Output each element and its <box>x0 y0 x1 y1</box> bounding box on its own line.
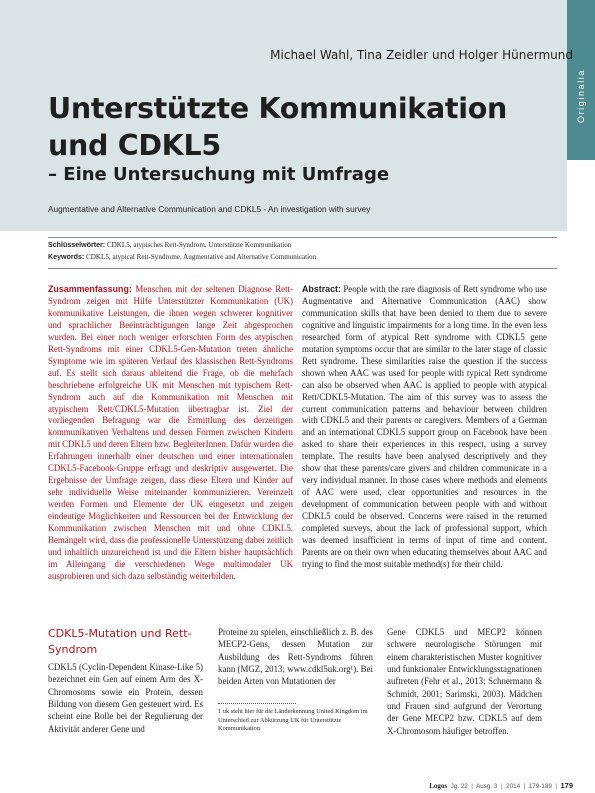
body-column-2: Proteine zu spielen, einschließlich z. B. des MECP2-Gens, dessen Mutation zur Ausbildung des Rett-Syndroms führen kann (MGZ, 2013; www.cdkl5uk.org¹). Bei beiden Arten von Mutationen der <box>218 627 373 687</box>
keywords-english-text: CDKL5, atypical Rett-Syndrome, Augmentative and Alternative Communication <box>84 253 317 261</box>
footer-volume: Jg. 22 <box>450 783 468 790</box>
keywords-german <box>48 241 291 249</box>
keywords-german-label: Schlüsselwörter: <box>48 241 106 249</box>
footer-sep-2: | <box>500 783 503 790</box>
divider-top <box>48 237 557 238</box>
abstract-german-text: Menschen mit der seltenen Diagnose Rett-Syndrom zeigen mit Hilfe Unterstützter Kommunikation (UK) kommunikative Leistungen, die ihnen wegen schwerer kognitiver und sprachlicher Beeinträchtigungen lange Zeit abgesprochen wurden. Bei einer noch weniger erforschten Form des atypischen Rett-Syndroms mit einer CDKL5-Gen-Mutation treten ähnliche Symptome wie im späteren Verlauf des klassischen Rett-Syndroms auf. Es stellt sich daraus ableitend die Frage, ob die mehrfach beschriebene erfolgreiche UK mit Menschen mit typischem Rett-Syndrom auch auf die Kommunikation mit Menschen mit atypischem Rett/CDKL5-Mutation übertragbar ist. Ziel der vorliegenden Befragung war die Ermittlung des derzeitigen kommunikativen Verhaltens und dessen Formen zwischen Kindern mit CDKL5 und deren Eltern bzw. BegleiterInnen. Dafür wurden die Erfahrungen innerhalb einer deutschen und einer internationalen CDKL5-Facebook-Gruppe erfragt und deskriptiv ausgewertet. Die Ergebnisse der Umfrage zeigen, dass diese Eltern und Kinder auf sehr individuelle Weise miteinander kommunizieren. Vereinzelt werden Formen und Elemente der UK eingesetzt und zeigen eindeutige Möglichkeiten und Ressourcen bei der Entwicklung der Kommunikation zwischen Menschen mit und ohne CDKL5. Bemängelt wird, dass die professionelle Unterstützung dabei zeitlich und inhaltlich unzureichend ist und die Eltern bisher hauptsächlich im Alleingang die verschiedenen Wege multimodaler UK ausprobieren und sich dazu selbständig weiterbilden. <box>48 284 293 581</box>
authors: Michael Wahl, Tina Zeidler und Holger Hünermund <box>270 48 573 62</box>
english-title: Augmentative and Alternative Communication and CDKL5 - An investigation with survey <box>48 204 371 214</box>
footer-journal: Logos <box>429 782 448 790</box>
divider-bottom <box>48 268 557 269</box>
footnote-divider <box>218 703 296 704</box>
body-column-1: CDKL5 (Cyclin-Dependent Kinase-Like 5) bezeichnet ein Gen auf einem Arm des X-Chromosoms sowie ein Protein, dessen Bildung von diesem Gen gesteuert wird. Es scheint eine Rolle bei der Regulierung der Aktivität anderer Gene und <box>48 662 203 734</box>
section-tab-label: Originalia <box>576 68 586 124</box>
keywords-german-text: CDKL5, atypisches Rett-Syndrom, Unterstützte Kommunikation <box>105 241 292 249</box>
abstract-english-text: People with the rare diagnosis of Rett syndrome who use Augmentative and Alternative Communication (AAC) show communication skills that have been denied to them due to severe cognitive and linguistic impairments for a long time. In the even less researched form of atypical Rett syndrome with CDKL5 gene mutation symptoms occur that are similar to the later stage of classic Rett syndrome. These similarities raise the question if the success shown when AAC was used for people with typical Rett syndrome can also be observed when AAC is applied to people with atypical Rett/CDKL5-Mutation. The aim of this survey was to assess the current communication patterns and behaviour between children with CDKL5 and their parents or caregivers. Members of a German and an international CDKL5 support group on Facebook have been asked to share their experiences in this respect, using a survey template. The results have been analysed descriptively and they show that these parents/care givers and children communicate in a very individual manner. In those cases where methods and elements of AAC were used, clear opportunities and resources in the development of communication between people with and without CDKL5 could be observed. Concerns were raised in the returned completed surveys, about the lack of professional support, which was deemed insufficient in terms of input of time and content. Parents are on their own when educating themselves about AAC and trying to find the most suitable method(s) for their child. <box>302 284 547 569</box>
footer-sep-1: | <box>471 783 473 790</box>
title-line-1: Unterstützte Kommunikation <box>48 92 507 125</box>
keywords-english <box>48 253 316 261</box>
footer-issue: Ausg. 3 <box>476 783 498 790</box>
abstract-german-label: Zusammenfassung: <box>48 284 132 294</box>
page-footer <box>429 781 573 790</box>
footer-sep-3: | <box>523 783 526 790</box>
page-title <box>48 90 507 164</box>
title-line-2: und CDKL5 <box>48 129 221 162</box>
body-column-3: Gene CDKL5 und MECP2 können schwere neurologische Störungen mit einem charakteristischen Muster kognitiver und funktionaler Entwicklungsstagnationen auftreten (Fehr et al., 2013; Schnermann & Schmidt, 2001; Sarimski, 2003). Mädchen und Frauen sind aufgrund der Verortung der Gene MECP2 bzw. CDKL5 auf dem X-Chromosom häufiger betroffen. <box>387 627 542 736</box>
keywords-english-label: Keywords: <box>48 253 85 261</box>
abstract-english-label: Abstract: <box>302 284 341 294</box>
section-heading: CDKL5-Mutation und Rett-Syndrom <box>48 627 192 656</box>
section-tab <box>567 0 595 160</box>
page-number: 179 <box>560 781 573 790</box>
footnote: 1 uk steht hier für die Länderkennung United Kingdom im Unterschied zur Abkürzung UK für Unterstützte Kommunikation <box>218 708 368 733</box>
footer-year: 2014 <box>506 783 521 790</box>
subtitle: – Eine Untersuchung mit Umfrage <box>48 164 390 185</box>
abstract-german <box>48 284 293 583</box>
footer-sep-4: | <box>555 783 557 790</box>
abstract-english <box>302 284 547 571</box>
footer-pages: 179-189 <box>528 783 552 790</box>
